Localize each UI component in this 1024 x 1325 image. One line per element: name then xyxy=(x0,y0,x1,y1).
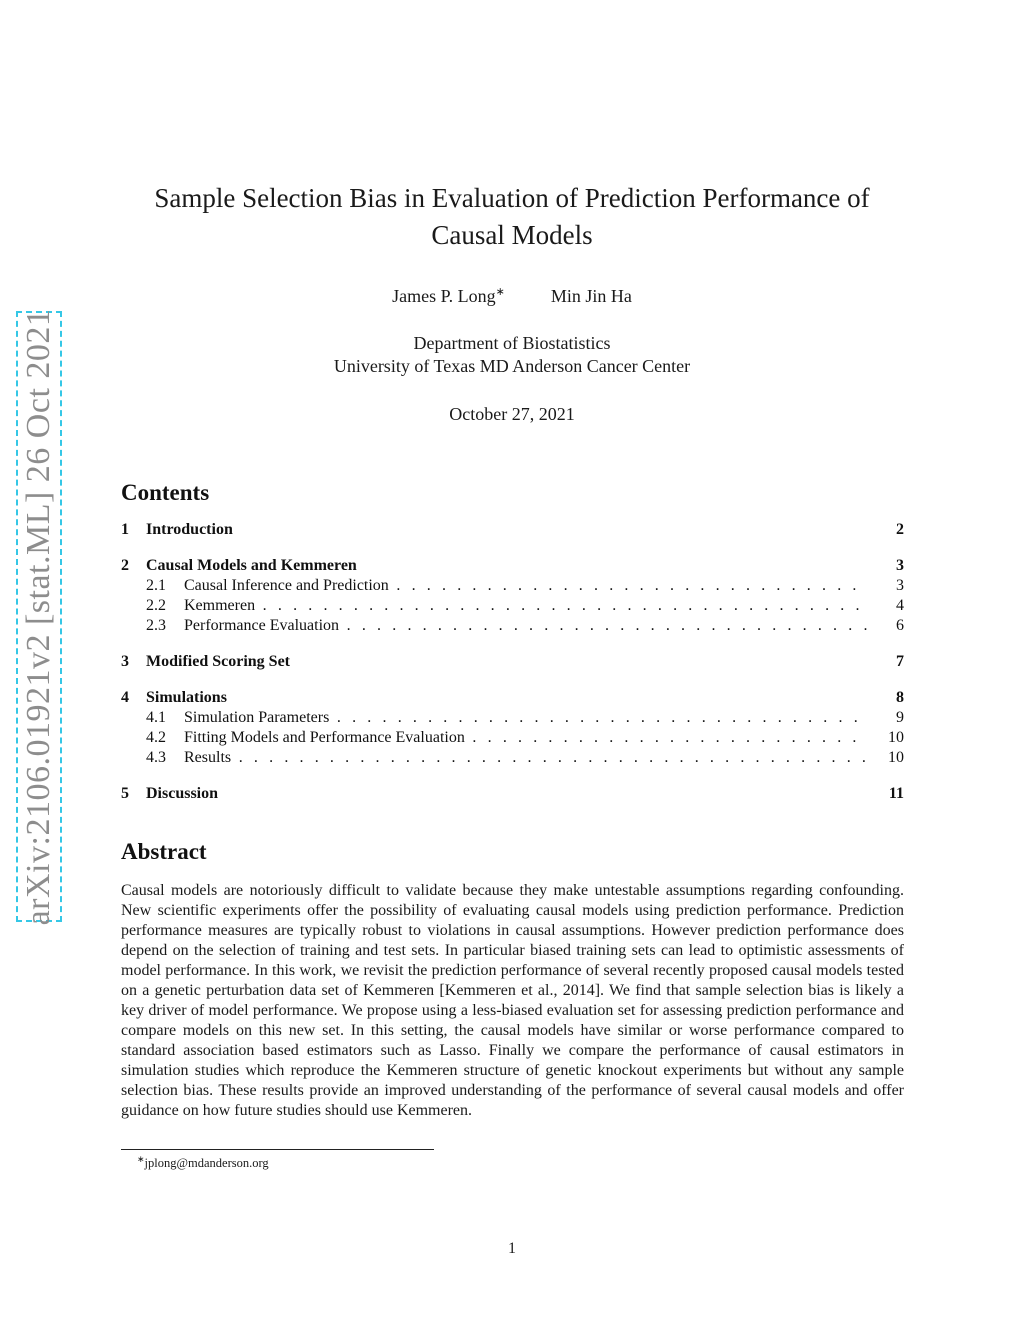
arxiv-stamp xyxy=(16,308,62,925)
toc-page-number: 3 xyxy=(896,557,904,574)
toc-page-number: 2 xyxy=(896,521,904,538)
toc-page-number: 4 xyxy=(896,597,904,614)
toc-page-number: 10 xyxy=(888,749,904,766)
toc-section-entry[interactable] xyxy=(121,688,904,708)
author-footnote-mark: ∗ xyxy=(495,286,505,298)
toc-subsection-title: Performance Evaluation xyxy=(184,617,340,634)
abstract-heading: Abstract xyxy=(121,839,207,864)
toc-subsection-leader xyxy=(184,596,868,616)
title-line-2: Causal Models xyxy=(431,220,593,250)
toc-section-entry[interactable] xyxy=(121,556,904,576)
toc-subsection-entry[interactable] xyxy=(121,596,904,616)
affiliation-institution: University of Texas MD Anderson Cancer Center xyxy=(333,356,691,376)
toc-section-number: 1 xyxy=(121,521,129,538)
toc-section-title: Modified Scoring Set xyxy=(146,653,290,670)
toc-section-number: 5 xyxy=(121,785,129,802)
toc-page-number: 7 xyxy=(896,653,904,670)
toc-subsection-leader xyxy=(184,708,868,728)
toc-section-title: Introduction xyxy=(146,521,233,538)
toc-subsection-number: 2.3 xyxy=(146,617,166,634)
author-name: James P. Long xyxy=(392,286,496,306)
author-list xyxy=(0,285,1024,307)
paper-title xyxy=(110,180,914,254)
toc-subsection-title: Causal Inference and Prediction xyxy=(184,577,389,594)
footnote-divider xyxy=(121,1149,434,1150)
toc-subsection-leader xyxy=(184,748,868,768)
toc-section-number: 4 xyxy=(121,689,129,706)
abstract-body: Causal models are notoriously difficult to validate because they make untestable assumptions regarding confounding. New scientific experiments offer the possibility of evaluating causal models using prediction performance. Prediction performance measures are typically robust to violations in causal assumptions. However prediction performance does depend on the selection of training and test sets. In particular biased training sets can lead to optimistic assessments of model performance. In this work, we revisit the prediction performance of several recently proposed causal models tested on a genetic perturbation data set of Kemmeren [Kemmeren et al., 2014]. We find that sample selection bias is likely a key driver of model performance. We propose using a less-biased evaluation set for assessing prediction performance and compare models on this new set. In this setting, the causal models have similar or worse performance compared to standard association based estimators such as Lasso. Finally we compare the performance of causal estimators in simulation studies which reproduce the Kemmeren structure of genetic knockout experiments but without any sample selection bias. These results provide an improved understanding of the performance of several causal models and offer guidance on how future studies should use Kemmeren. xyxy=(121,882,904,1119)
affiliation-department: Department of Biostatistics xyxy=(413,333,611,353)
toc-page-number: 10 xyxy=(888,729,904,746)
toc-subsection-leader xyxy=(184,576,868,596)
toc-page-number: 8 xyxy=(896,689,904,706)
toc-subsection-leader xyxy=(184,728,868,748)
footnote-email: jplong@mdanderson.org xyxy=(144,1156,269,1171)
toc-page-number: 9 xyxy=(896,709,904,726)
table-of-contents xyxy=(121,520,904,804)
author-name: Min Jin Ha xyxy=(550,286,632,306)
toc-subsection-number: 2.1 xyxy=(146,577,166,594)
toc-subsection-title: Kemmeren xyxy=(184,597,256,614)
footnote xyxy=(137,1154,269,1171)
toc-subsection-title: Fitting Models and Performance Evaluation xyxy=(184,729,465,746)
arxiv-identifier: arXiv:2106.01921v2 [stat.ML] 26 Oct 2021 xyxy=(20,308,57,925)
toc-section-title: Causal Models and Kemmeren xyxy=(146,557,357,574)
contents-heading: Contents xyxy=(121,480,210,505)
affiliation xyxy=(0,332,1024,378)
toc-section-title: Simulations xyxy=(146,689,227,706)
toc-subsection-entry[interactable] xyxy=(121,748,904,768)
toc-page-number: 3 xyxy=(896,577,904,594)
toc-subsection-number: 4.1 xyxy=(146,709,166,726)
toc-section-number: 2 xyxy=(121,557,129,574)
toc-subsection-title: Simulation Parameters xyxy=(184,709,330,726)
toc-subsection-entry[interactable] xyxy=(121,728,904,748)
toc-section-entry[interactable] xyxy=(121,520,904,540)
page-number: 1 xyxy=(508,1240,516,1257)
footnote-mark: ∗ xyxy=(137,1154,145,1164)
title-line-1: Sample Selection Bias in Evaluation of Prediction Performance of xyxy=(154,183,870,213)
toc-section-entry[interactable] xyxy=(121,652,904,672)
toc-subsection-entry[interactable] xyxy=(121,708,904,728)
toc-page-number: 11 xyxy=(888,785,904,802)
toc-subsection-number: 2.2 xyxy=(146,597,166,614)
toc-subsection-title: Results xyxy=(184,749,232,766)
toc-section-number: 3 xyxy=(121,653,129,670)
toc-section-entry[interactable] xyxy=(121,784,904,804)
toc-subsection-entry[interactable] xyxy=(121,576,904,596)
toc-subsection-number: 4.2 xyxy=(146,729,166,746)
toc-subsection-number: 4.3 xyxy=(146,749,166,766)
toc-page-number: 6 xyxy=(896,617,904,634)
toc-section-title: Discussion xyxy=(146,785,219,802)
toc-subsection-entry[interactable] xyxy=(121,616,904,636)
toc-subsection-leader xyxy=(184,616,868,636)
paper-date: October 27, 2021 xyxy=(449,404,575,424)
